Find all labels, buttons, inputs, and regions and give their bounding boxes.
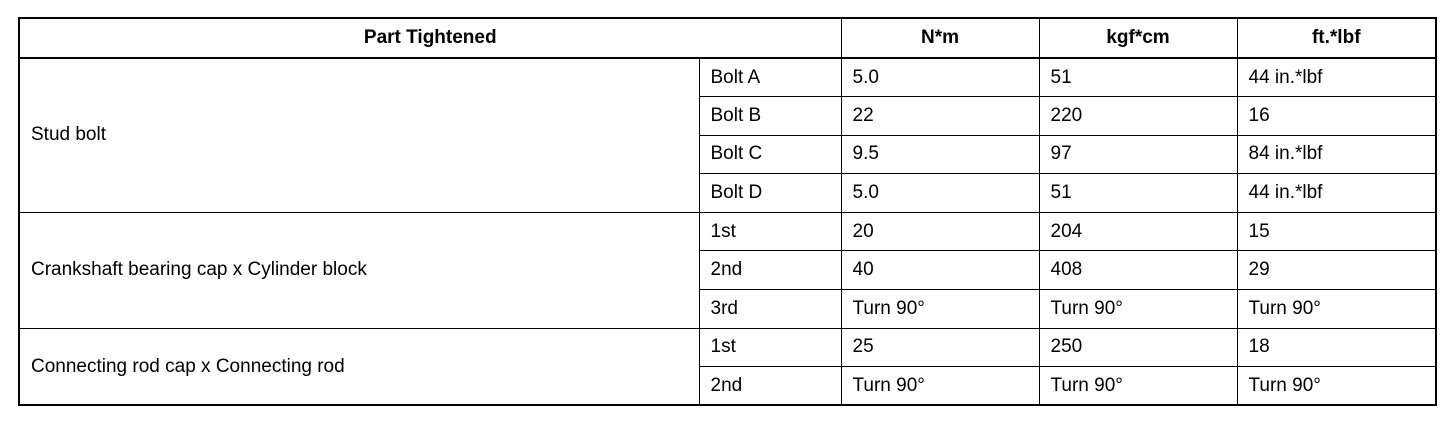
nm-cell: 9.5 [841, 135, 1039, 174]
sub-cell: 2nd [699, 251, 841, 290]
nm-cell: 5.0 [841, 174, 1039, 213]
ftlbf-cell: 18 [1237, 328, 1436, 367]
header-row [19, 18, 1436, 58]
part-name-cell: Stud bolt [19, 58, 699, 212]
kgfcm-cell: Turn 90° [1039, 367, 1237, 406]
nm-cell: Turn 90° [841, 367, 1039, 406]
kgfcm-cell: 204 [1039, 212, 1237, 251]
ftlbf-cell: Turn 90° [1237, 367, 1436, 406]
header-part-tightened: Part Tightened [19, 18, 841, 58]
torque-spec-table [18, 17, 1437, 406]
table-row [19, 58, 1436, 97]
sub-cell: 2nd [699, 367, 841, 406]
nm-cell: 25 [841, 328, 1039, 367]
sub-cell: 1st [699, 328, 841, 367]
ftlbf-cell: 15 [1237, 212, 1436, 251]
kgfcm-cell: 97 [1039, 135, 1237, 174]
sub-cell: 1st [699, 212, 841, 251]
table-row [19, 328, 1436, 367]
part-name-cell: Crankshaft bearing cap x Cylinder block [19, 212, 699, 328]
part-name-cell: Connecting rod cap x Connecting rod [19, 328, 699, 405]
kgfcm-cell: 250 [1039, 328, 1237, 367]
nm-cell: 20 [841, 212, 1039, 251]
sub-cell: Bolt B [699, 97, 841, 136]
ftlbf-cell: Turn 90° [1237, 290, 1436, 329]
sub-cell: Bolt C [699, 135, 841, 174]
nm-cell: Turn 90° [841, 290, 1039, 329]
ftlbf-cell: 84 in.*lbf [1237, 135, 1436, 174]
kgfcm-cell: Turn 90° [1039, 290, 1237, 329]
sub-cell: Bolt D [699, 174, 841, 213]
kgfcm-cell: 51 [1039, 174, 1237, 213]
nm-cell: 5.0 [841, 58, 1039, 97]
kgfcm-cell: 51 [1039, 58, 1237, 97]
sub-cell: 3rd [699, 290, 841, 329]
header-ftlbf: ft.*lbf [1237, 18, 1436, 58]
ftlbf-cell: 44 in.*lbf [1237, 58, 1436, 97]
kgfcm-cell: 408 [1039, 251, 1237, 290]
header-kgfcm: kgf*cm [1039, 18, 1237, 58]
ftlbf-cell: 16 [1237, 97, 1436, 136]
nm-cell: 22 [841, 97, 1039, 136]
nm-cell: 40 [841, 251, 1039, 290]
kgfcm-cell: 220 [1039, 97, 1237, 136]
sub-cell: Bolt A [699, 58, 841, 97]
ftlbf-cell: 44 in.*lbf [1237, 174, 1436, 213]
ftlbf-cell: 29 [1237, 251, 1436, 290]
table-row [19, 212, 1436, 251]
header-nm: N*m [841, 18, 1039, 58]
